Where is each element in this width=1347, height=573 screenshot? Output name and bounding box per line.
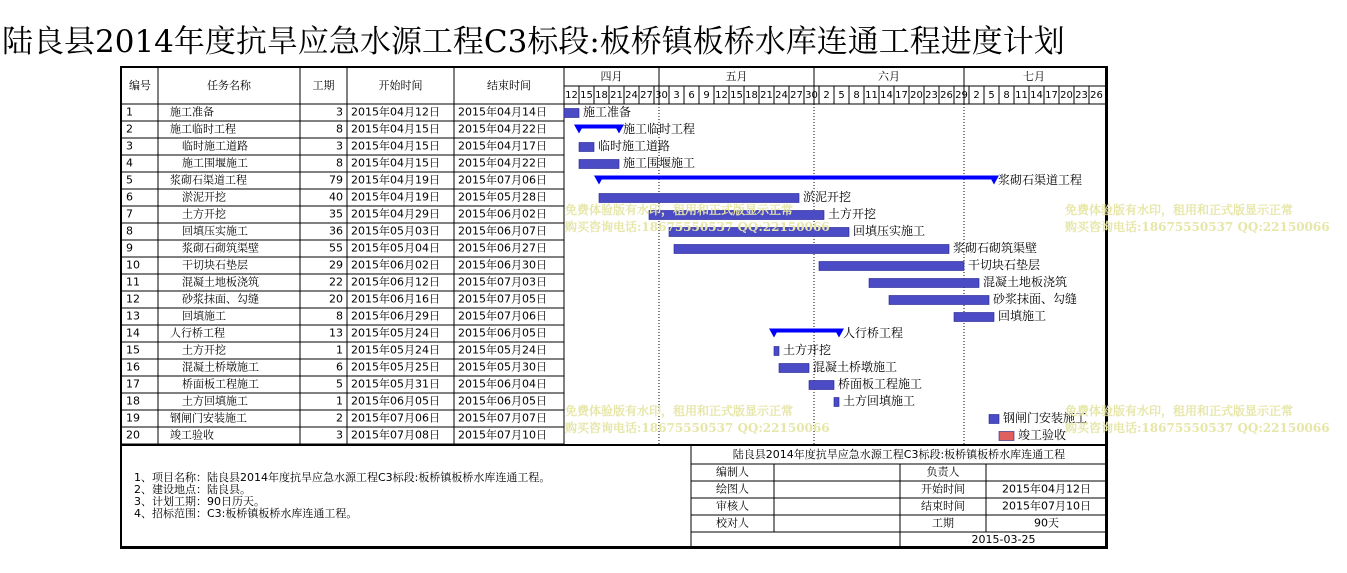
- task-end: 2015年07月06日: [458, 309, 547, 323]
- day-label: 20: [910, 90, 923, 101]
- task-name: 土方回填施工: [182, 394, 248, 408]
- task-start: 2015年04月19日: [351, 173, 440, 187]
- bar-label: 施工准备: [583, 105, 632, 119]
- day-label: 12: [565, 90, 578, 101]
- task-id: 3: [126, 139, 133, 153]
- watermark-line1: 免费体验版有水印，租用和正式版显示正常: [1065, 404, 1294, 418]
- project-note: 1、项目名称：陆良县2014年度抗旱应急水源工程C3标段:板桥镇板桥水库连通工程。: [134, 471, 551, 484]
- task-name: 回填压实施工: [182, 224, 248, 238]
- watermark-line1: 免费体验版有水印，租用和正式版显示正常: [565, 404, 794, 418]
- day-label: 17: [895, 90, 908, 101]
- task-start: 2015年05月04日: [351, 241, 440, 255]
- task-end: 2015年05月30日: [458, 360, 547, 374]
- task-name: 土方开挖: [182, 343, 226, 357]
- task-duration: 22: [329, 275, 343, 289]
- day-label: 14: [1030, 90, 1043, 101]
- task-start: 2015年04月15日: [351, 122, 440, 136]
- task-name: 临时施工道路: [182, 139, 248, 153]
- task-id: 20: [126, 428, 140, 442]
- task-start: 2015年05月24日: [351, 326, 440, 340]
- task-name: 施工围堰施工: [182, 156, 248, 170]
- info-cell: 编制人: [716, 465, 749, 479]
- day-label: 24: [775, 90, 788, 101]
- task-id: 2: [126, 122, 133, 136]
- info-cell: 2015年07月10日: [1002, 499, 1091, 513]
- day-label: 2: [973, 90, 980, 101]
- task-id: 1: [126, 105, 133, 119]
- watermark-left-bottom: [565, 403, 830, 437]
- task-end: 2015年07月05日: [458, 292, 547, 306]
- task-start: 2015年07月06日: [351, 411, 440, 425]
- info-cell: 审核人: [716, 499, 749, 513]
- task-name: 施工准备: [170, 105, 214, 119]
- watermark-line2: 购买咨询电话:18675550537 QQ:22150066: [1065, 421, 1330, 435]
- day-label: 24: [625, 90, 638, 101]
- day-label: 15: [730, 90, 743, 101]
- task-bar: [809, 381, 834, 390]
- day-label: 30: [805, 90, 818, 101]
- task-start: 2015年06月16日: [351, 292, 440, 306]
- day-label: 14: [880, 90, 893, 101]
- task-id: 6: [126, 190, 133, 204]
- day-label: 30: [655, 90, 668, 101]
- task-name: 混凝土桥墩施工: [182, 360, 259, 374]
- month-label: 四月: [600, 70, 623, 83]
- task-start: 2015年05月25日: [351, 360, 440, 374]
- day-label: 6: [688, 90, 695, 101]
- task-end: 2015年05月28日: [458, 190, 547, 204]
- day-label: 26: [940, 90, 953, 101]
- task-duration: 8: [336, 156, 343, 170]
- task-id: 13: [126, 309, 140, 323]
- task-name: 钢闸门安装施工: [170, 411, 247, 425]
- bar-label: 土方回填施工: [843, 394, 916, 408]
- task-end: 2015年07月10日: [458, 428, 547, 442]
- task-end: 2015年06月27日: [458, 241, 547, 255]
- task-end: 2015年04月14日: [458, 105, 547, 119]
- bar-label: 土方开挖: [828, 207, 877, 221]
- task-start: 2015年06月05日: [351, 394, 440, 408]
- task-duration: 8: [336, 309, 343, 323]
- bar-label: 回填施工: [998, 309, 1047, 323]
- bar-label: 施工临时工程: [623, 122, 696, 136]
- month-label: 六月: [878, 70, 900, 83]
- task-id: 11: [126, 275, 140, 289]
- info-cell: 负责人: [926, 465, 960, 479]
- task-id: 5: [126, 173, 133, 187]
- task-bar: [579, 160, 619, 169]
- task-duration: 5: [336, 377, 343, 391]
- task-duration: 20: [329, 292, 343, 306]
- task-name: 砂浆抹面、勾缝: [182, 292, 259, 306]
- task-start: 2015年06月29日: [351, 309, 440, 323]
- bar-label: 临时施工道路: [598, 139, 671, 153]
- task-duration: 6: [336, 360, 343, 374]
- task-start: 2015年04月19日: [351, 190, 440, 204]
- schedule-frame: [120, 66, 1108, 549]
- info-cell: 工期: [932, 516, 954, 530]
- day-label: 12: [715, 90, 728, 101]
- info-date: 2015-03-25: [971, 533, 1036, 546]
- summary-start-cap: [769, 329, 779, 338]
- column-header: 任务名称: [207, 79, 251, 92]
- watermark-left-top: [565, 202, 830, 236]
- day-label: 5: [838, 90, 845, 101]
- bar-label: 干切块石垫层: [968, 258, 1041, 272]
- task-duration: 1: [336, 343, 343, 357]
- task-bar: [674, 245, 949, 254]
- month-label: 七月: [1023, 70, 1045, 83]
- task-duration: 36: [329, 224, 343, 238]
- summary-start-cap: [594, 176, 604, 185]
- task-name: 施工临时工程: [170, 122, 236, 136]
- day-label: 11: [865, 90, 878, 101]
- bar-label: 浆砌石渠道工程: [998, 173, 1083, 187]
- task-name: 人行桥工程: [170, 326, 225, 340]
- task-duration: 1: [336, 394, 343, 408]
- summary-bar: [599, 176, 994, 180]
- task-bar: [579, 143, 594, 152]
- bar-label: 土方开挖: [783, 343, 832, 357]
- task-end: 2015年07月07日: [458, 411, 547, 425]
- task-name: 回填施工: [182, 309, 226, 323]
- column-header: 开始时间: [378, 79, 423, 92]
- bar-label: 人行桥工程: [843, 326, 904, 340]
- project-note: 4、招标范围：C3:板桥镇板桥水库连通工程。: [134, 507, 358, 520]
- task-start: 2015年06月02日: [351, 258, 440, 272]
- project-note: 3、计划工期：90日历天。: [134, 495, 265, 508]
- task-bar: [869, 279, 979, 288]
- task-bar: [779, 364, 809, 373]
- task-bar: [774, 347, 779, 356]
- gantt-chart: [122, 68, 1107, 548]
- watermark-line1: 免费体验版有水印，租用和正式版显示正常: [565, 203, 794, 217]
- task-duration: 3: [336, 139, 343, 153]
- task-end: 2015年04月17日: [458, 139, 547, 153]
- task-id: 15: [126, 343, 140, 357]
- task-end: 2015年06月07日: [458, 224, 547, 238]
- task-id: 12: [126, 292, 140, 306]
- day-label: 23: [1075, 90, 1088, 101]
- task-end: 2015年06月05日: [458, 394, 547, 408]
- day-label: 3: [673, 90, 680, 101]
- task-name: 干切块石垫层: [182, 258, 248, 272]
- task-id: 14: [126, 326, 140, 340]
- task-name: 桥面板工程施工: [182, 377, 259, 391]
- info-cell: 绘图人: [716, 482, 749, 496]
- info-block-header: 陆良县2014年度抗旱应急水源工程C3标段:板桥镇板桥水库连通工程: [732, 448, 1066, 461]
- task-duration: 35: [329, 207, 343, 221]
- task-end: 2015年04月22日: [458, 156, 547, 170]
- task-id: 7: [126, 207, 133, 221]
- column-header: 工期: [312, 79, 335, 92]
- day-label: 15: [580, 90, 593, 101]
- task-start: 2015年05月03日: [351, 224, 440, 238]
- task-bar: [954, 313, 994, 322]
- watermark-line2: 购买咨询电话:18675550537 QQ:22150066: [565, 220, 830, 234]
- task-start: 2015年06月12日: [351, 275, 440, 289]
- info-cell: 校对人: [716, 516, 749, 530]
- summary-start-cap: [574, 125, 584, 134]
- bar-label: 施工围堰施工: [623, 156, 696, 170]
- task-name: 浆砌石砌筑渠壁: [182, 241, 259, 255]
- task-duration: 3: [336, 105, 343, 119]
- task-duration: 79: [329, 173, 343, 187]
- day-label: 23: [925, 90, 938, 101]
- summary-bar: [579, 125, 619, 129]
- task-end: 2015年07月03日: [458, 275, 547, 289]
- info-cell: 2015年04月12日: [1002, 482, 1091, 496]
- day-label: 29: [955, 90, 968, 101]
- task-start: 2015年05月31日: [351, 377, 440, 391]
- bar-label: 钢闸门安装施工: [1003, 411, 1088, 425]
- task-start: 2015年05月24日: [351, 343, 440, 357]
- task-bar: [819, 262, 964, 271]
- watermark-line2: 购买咨询电话:18675550537 QQ:22150066: [565, 421, 830, 435]
- summary-bar: [774, 329, 839, 333]
- task-id: 10: [126, 258, 140, 272]
- watermark-line2: 购买咨询电话:18675550537 QQ:22150066: [1065, 220, 1330, 234]
- day-label: 8: [853, 90, 860, 101]
- day-label: 27: [640, 90, 653, 101]
- task-name: 土方开挖: [182, 207, 226, 221]
- task-duration: 55: [329, 241, 343, 255]
- task-end: 2015年07月06日: [458, 173, 547, 187]
- task-start: 2015年07月08日: [351, 428, 440, 442]
- day-label: 17: [1045, 90, 1058, 101]
- task-id: 17: [126, 377, 140, 391]
- info-cell: 结束时间: [921, 499, 965, 513]
- task-end: 2015年04月22日: [458, 122, 547, 136]
- day-label: 21: [760, 90, 773, 101]
- task-duration: 13: [329, 326, 343, 340]
- task-start: 2015年04月15日: [351, 156, 440, 170]
- bar-label: 砂浆抹面、勾缝: [993, 292, 1078, 306]
- task-id: 4: [126, 156, 133, 170]
- task-id: 19: [126, 411, 140, 425]
- task-duration: 40: [329, 190, 343, 204]
- day-label: 21: [610, 90, 623, 101]
- task-bar: [889, 296, 989, 305]
- month-label: 五月: [725, 70, 748, 83]
- task-bar: [999, 432, 1014, 441]
- day-label: 9: [703, 90, 710, 101]
- task-duration: 3: [336, 428, 343, 442]
- task-end: 2015年05月24日: [458, 343, 547, 357]
- task-bar: [564, 109, 579, 118]
- day-label: 20: [1060, 90, 1073, 101]
- watermark-line1: 免费体验版有水印，租用和正式版显示正常: [1065, 203, 1294, 217]
- day-label: 11: [1015, 90, 1028, 101]
- task-duration: 8: [336, 122, 343, 136]
- task-end: 2015年06月02日: [458, 207, 547, 221]
- day-label: 18: [745, 90, 758, 101]
- task-name: 混凝土地板浇筑: [182, 275, 259, 289]
- task-start: 2015年04月29日: [351, 207, 440, 221]
- task-bar: [989, 415, 999, 424]
- column-header: 编号: [129, 79, 151, 92]
- watermark-right-top: [1065, 202, 1330, 236]
- task-bar: [834, 398, 839, 407]
- info-cell: 90天: [1034, 516, 1059, 530]
- bar-label: 浆砌石砌筑渠壁: [953, 241, 1038, 255]
- task-name: 竣工验收: [170, 428, 214, 442]
- day-label: 26: [1090, 90, 1103, 101]
- task-name: 淤泥开挖: [182, 190, 226, 204]
- task-id: 8: [126, 224, 133, 238]
- task-end: 2015年06月05日: [458, 326, 547, 340]
- task-duration: 29: [329, 258, 343, 272]
- column-header: 结束时间: [487, 79, 531, 92]
- project-note: 2、建设地点：陆良县。: [134, 483, 251, 496]
- bar-label: 淤泥开挖: [803, 190, 852, 204]
- bar-label: 混凝土地板浇筑: [983, 275, 1068, 289]
- day-label: 27: [790, 90, 803, 101]
- info-cell: 开始时间: [921, 482, 965, 496]
- day-label: 2: [823, 90, 830, 101]
- day-label: 5: [988, 90, 995, 101]
- task-id: 9: [126, 241, 133, 255]
- task-id: 18: [126, 394, 140, 408]
- day-label: 8: [1003, 90, 1010, 101]
- watermark-right-bottom: [1065, 403, 1330, 437]
- task-duration: 2: [336, 411, 343, 425]
- bar-label: 桥面板工程施工: [838, 377, 923, 391]
- day-label: 18: [595, 90, 608, 101]
- task-start: 2015年04月15日: [351, 139, 440, 153]
- task-end: 2015年06月04日: [458, 377, 547, 391]
- bar-label: 回填压实施工: [853, 224, 926, 238]
- bar-label: 竣工验收: [1018, 428, 1067, 442]
- task-id: 16: [126, 360, 140, 374]
- task-end: 2015年06月30日: [458, 258, 547, 272]
- page-title: 陆良县2014年度抗旱应急水源工程C3标段:板桥镇板桥水库连通工程进度计划: [2, 24, 1065, 60]
- bar-label: 混凝土桥墩施工: [813, 360, 898, 374]
- task-start: 2015年04月12日: [351, 105, 440, 119]
- task-name: 浆砌石渠道工程: [170, 173, 247, 187]
